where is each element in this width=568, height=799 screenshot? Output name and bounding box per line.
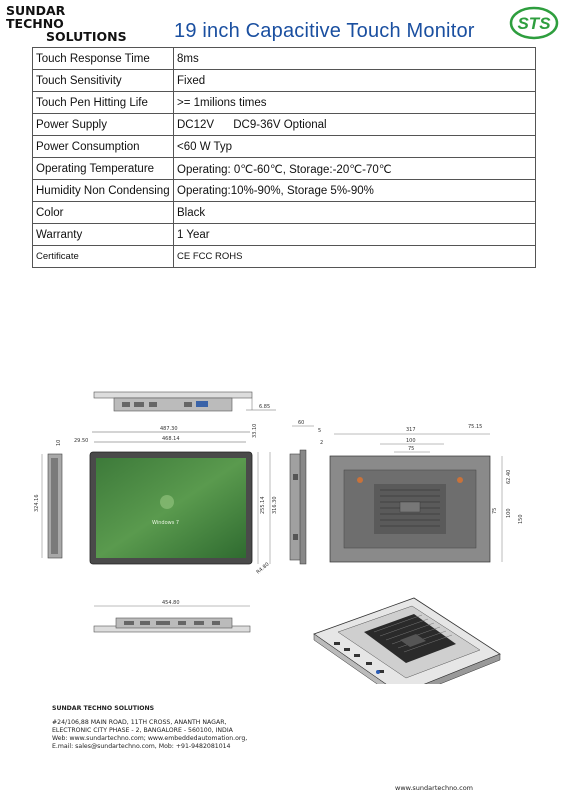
company-line-1: SUNDAR bbox=[6, 3, 66, 18]
spec-value: DC12V DC9-36V Optional bbox=[174, 114, 536, 136]
isometric-view bbox=[314, 598, 500, 684]
spec-key: Touch Pen Hitting Life bbox=[33, 92, 174, 114]
spec-value: <60 W Typ bbox=[174, 136, 536, 158]
spec-key: Humidity Non Condensing bbox=[33, 180, 174, 202]
spec-value: Operating: 0℃-60℃, Storage:-20℃-70℃ bbox=[174, 158, 536, 180]
footer bbox=[52, 705, 247, 751]
spec-key: Touch Response Time bbox=[33, 48, 174, 70]
spec-value: Fixed bbox=[174, 70, 536, 92]
logo-text: STS bbox=[517, 14, 551, 33]
top-view bbox=[94, 392, 276, 411]
dim-label: 10 bbox=[56, 439, 62, 446]
table-row bbox=[33, 246, 536, 268]
footer-address-line-2: ELECTRONIC CITY PHASE - 2, BANGALORE - 560100, INDIA bbox=[52, 727, 233, 734]
table-row bbox=[33, 114, 536, 136]
dim-label: R4.80 bbox=[255, 561, 271, 576]
spec-key: Color bbox=[33, 202, 174, 224]
footer-email: E.mail: sales@sundartechno.com, Mob: +91-9482081014 bbox=[52, 743, 231, 750]
company-line-3: SOLUTIONS bbox=[46, 29, 127, 44]
company-name bbox=[6, 4, 127, 43]
company-line-2: TECHNO bbox=[6, 16, 64, 31]
page-title: 19 inch Capacitive Touch Monitor bbox=[174, 20, 475, 42]
spec-table bbox=[32, 47, 536, 268]
dim-label: 324.16 bbox=[34, 494, 40, 512]
spec-key: Touch Sensitivity bbox=[33, 70, 174, 92]
spec-key: Power Consumption bbox=[33, 136, 174, 158]
spec-key: Warranty bbox=[33, 224, 174, 246]
spec-value: 1 Year bbox=[174, 224, 536, 246]
dim-label: 6.85 bbox=[259, 404, 271, 410]
dim-label: 317 bbox=[406, 427, 416, 433]
spec-value: Black bbox=[174, 202, 536, 224]
dim-label: 75 bbox=[492, 507, 498, 514]
footer-company: SUNDAR TECHNO SOLUTIONS bbox=[52, 705, 155, 712]
technical-drawing bbox=[34, 384, 540, 684]
spec-value: >= 1milions times bbox=[174, 92, 536, 114]
table-row bbox=[33, 92, 536, 114]
footer-website-link[interactable]: www.sundartechno.com bbox=[395, 784, 473, 792]
spec-key: Operating Temperature bbox=[33, 158, 174, 180]
bottom-view bbox=[94, 600, 250, 632]
table-row bbox=[33, 180, 536, 202]
dim-label: 2 bbox=[320, 440, 324, 446]
dim-label: 100 bbox=[506, 508, 512, 518]
screen-text: Windows 7 bbox=[152, 520, 180, 526]
dim-label: 150 bbox=[518, 514, 524, 524]
dim-label: 255.14 bbox=[260, 496, 266, 514]
dim-label: 62.40 bbox=[506, 469, 512, 484]
spec-key: Certificate bbox=[33, 246, 174, 268]
front-view bbox=[34, 424, 278, 576]
spec-value: Operating:10%-90%, Storage 5%-90% bbox=[174, 180, 536, 202]
table-row bbox=[33, 48, 536, 70]
table-row bbox=[33, 202, 536, 224]
dim-label: 5 bbox=[318, 428, 322, 434]
dim-label: 100 bbox=[406, 438, 416, 444]
spec-value: 8ms bbox=[174, 48, 536, 70]
table-row bbox=[33, 158, 536, 180]
dim-label: 468.14 bbox=[162, 436, 180, 442]
side-view bbox=[290, 420, 323, 564]
table-row bbox=[33, 136, 536, 158]
footer-web: Web: www.sundartechno.com; www.embeddedautomation.org, bbox=[52, 735, 248, 742]
dim-label: 316.30 bbox=[272, 496, 278, 514]
table-row bbox=[33, 224, 536, 246]
dim-label: 60 bbox=[298, 420, 305, 426]
table-row bbox=[33, 70, 536, 92]
spec-key: Power Supply bbox=[33, 114, 174, 136]
rear-view bbox=[330, 424, 524, 562]
dim-label: 75 bbox=[408, 446, 415, 452]
dim-label: 33.10 bbox=[252, 423, 258, 438]
spec-value: CE FCC ROHS bbox=[174, 246, 536, 268]
footer-address-line-1: #24/106,88 MAIN ROAD, 11TH CROSS, ANANTH NAGAR, bbox=[52, 719, 227, 726]
dim-label: 29.50 bbox=[74, 438, 89, 444]
sts-logo bbox=[509, 5, 559, 41]
dim-label: 75.15 bbox=[468, 424, 483, 430]
dim-label: 487.30 bbox=[160, 426, 178, 432]
dim-label: 454.80 bbox=[162, 600, 180, 606]
